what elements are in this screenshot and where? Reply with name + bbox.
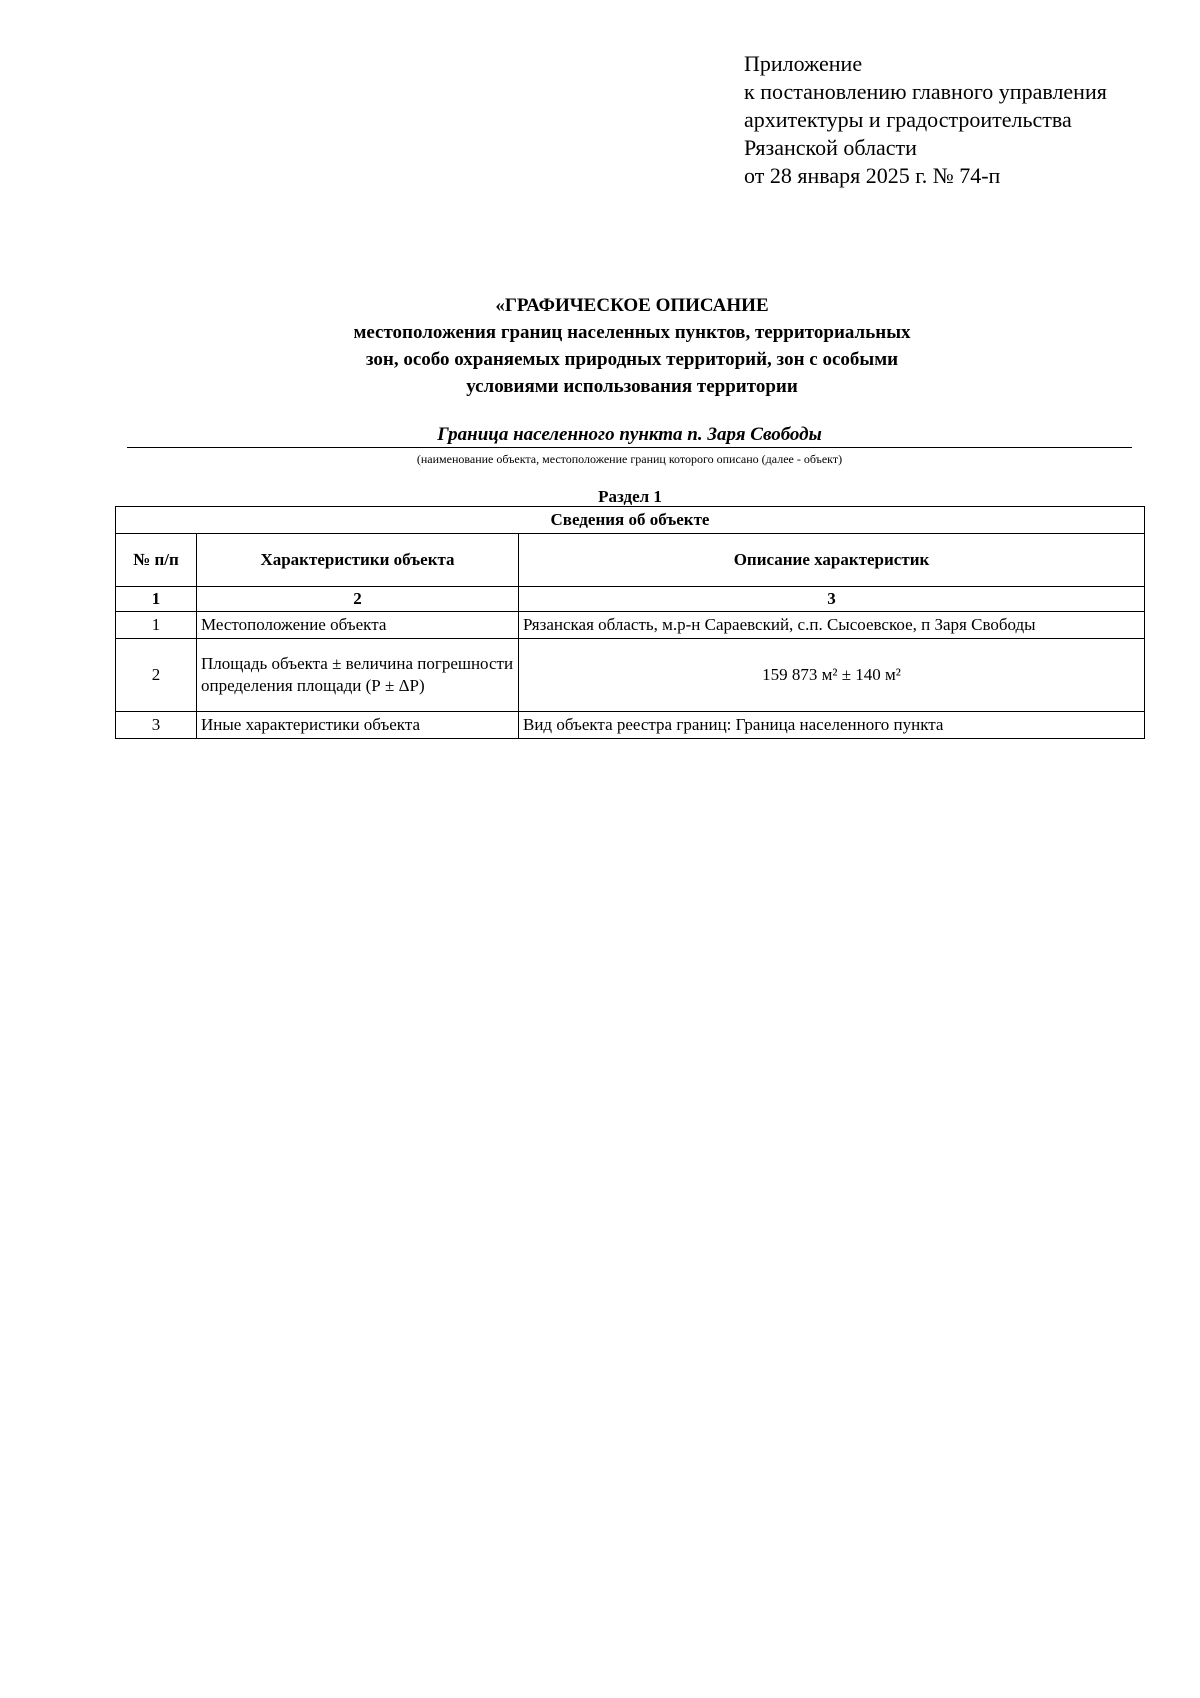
row-characteristic: Иные характеристики объекта — [197, 712, 519, 739]
table-header-row — [116, 534, 1145, 587]
title-line: «ГРАФИЧЕСКОЕ ОПИСАНИЕ — [495, 295, 769, 316]
column-number: 3 — [519, 587, 1145, 612]
row-description: 159 873 м² ± 140 м² — [519, 639, 1145, 712]
object-name: Граница населенного пункта п. Заря Свободы — [127, 423, 1132, 448]
section-title: Раздел 1 — [598, 487, 662, 506]
row-description: Рязанская область, м.р-н Сараевский, с.п. Сысоевское, п Заря Свободы — [519, 612, 1145, 639]
document-title — [0, 292, 1200, 400]
table-row — [116, 612, 1145, 639]
appendix-line: от 28 января 2025 г. № 74-п — [744, 163, 1001, 188]
table-row — [116, 639, 1145, 712]
appendix-line: архитектуры и градостроительства — [744, 107, 1072, 132]
header-description: Описание характеристик — [519, 534, 1145, 587]
column-number: 2 — [197, 587, 519, 612]
table-caption: Сведения об объекте — [116, 507, 1145, 534]
appendix-line: Приложение — [744, 51, 863, 76]
row-num: 3 — [116, 712, 197, 739]
table-row — [116, 712, 1145, 739]
table-caption-row — [116, 507, 1145, 534]
row-num: 2 — [116, 639, 197, 712]
title-line: условиями использования территории — [466, 376, 798, 397]
header-characteristics: Характеристики объекта — [197, 534, 519, 587]
appendix-line: Рязанской области — [744, 135, 917, 160]
title-line: зон, особо охраняемых природных территорий, зон с особыми — [365, 349, 899, 370]
row-characteristic: Площадь объекта ± величина погрешности определения площади (Р ± ΔР) — [197, 639, 519, 712]
header-num: № п/п — [116, 534, 197, 587]
column-number: 1 — [116, 587, 197, 612]
row-num: 1 — [116, 612, 197, 639]
appendix-block — [744, 50, 1107, 190]
appendix-line: к постановлению главного управления — [744, 79, 1107, 104]
object-info-table — [115, 506, 1145, 739]
object-caption: (наименование объекта, местоположение границ которого описано (далее - объект) — [416, 452, 843, 466]
row-characteristic: Местоположение объекта — [197, 612, 519, 639]
column-number-row — [116, 587, 1145, 612]
row-description: Вид объекта реестра границ: Граница населенного пункта — [519, 712, 1145, 739]
title-line: местоположения границ населенных пунктов, территориальных — [353, 322, 911, 343]
